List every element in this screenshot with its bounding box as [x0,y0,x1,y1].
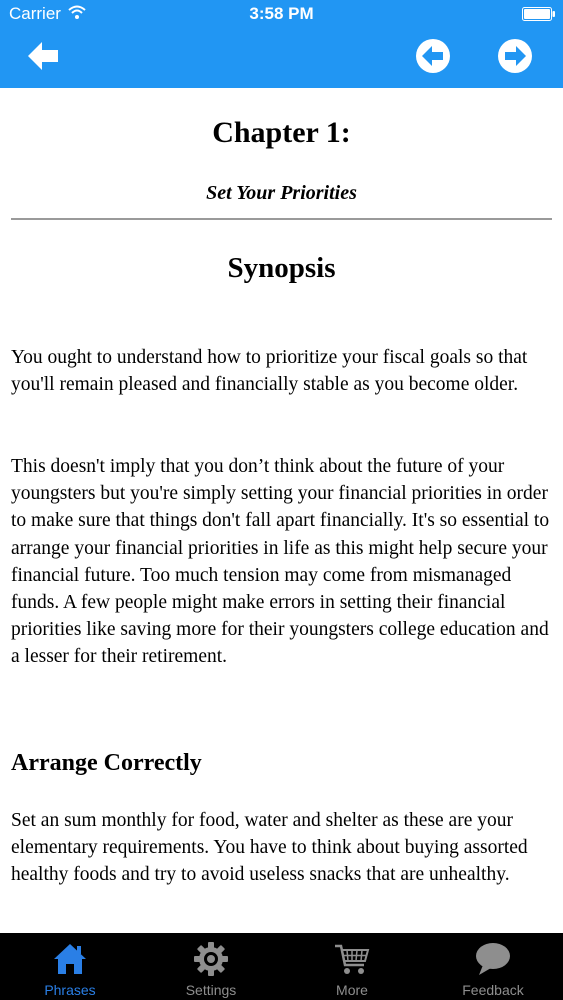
tab-label: More [336,982,368,998]
chapter-content[interactable] [0,88,563,933]
paragraph: This doesn't imply that you don’t think about the future of your youngsters but you're simply setting your financial priorities in order to make sure that things don't fall apart financially. It's so essential to arrange your financial priorities in life as this might help secure your financial future. Too much tension may come from mismanaged funds. A few people might make errors in setting their financial priorities like saving more for their youngsters college education and a lesser for their retirement. [11,456,550,668]
tab-label: Settings [185,982,237,998]
chat-bubble-icon [475,941,511,977]
cart-icon [334,941,370,977]
status-bar [0,0,563,30]
section-heading: Arrange Correctly [11,750,202,776]
chapter-subtitle: Set Your Priorities [206,182,357,204]
circle-arrow-left-icon[interactable] [415,38,451,74]
home-icon [52,941,88,977]
gear-icon [193,941,229,977]
tab-settings[interactable] [141,933,281,1000]
arrow-left-icon[interactable] [26,40,60,72]
carrier-label: Carrier [9,4,61,23]
tab-label: Phrases [44,982,96,998]
paragraph: You ought to understand how to prioritize your fiscal goals so that you'll remain pleased and financially stable as you become older. [11,347,528,396]
synopsis-heading: Synopsis [227,252,336,284]
circle-arrow-right-icon[interactable] [497,38,533,74]
tab-phrases[interactable] [0,933,140,1000]
clock-time: 3:58 PM [249,4,314,23]
paragraph: Set an sum monthly for food, water and shelter as these are your elementary requirements. You have to think about buying assorted healthy foods and try to avoid useless snacks that are unhealthy. [11,810,528,886]
chapter-title: Chapter 1: [212,116,351,149]
tab-feedback[interactable] [423,933,563,1000]
header-bar [0,0,563,88]
tab-more[interactable] [282,933,422,1000]
tab-bar [0,933,563,1000]
battery-icon [522,7,556,21]
divider [11,218,552,220]
tab-label: Feedback [462,982,524,998]
